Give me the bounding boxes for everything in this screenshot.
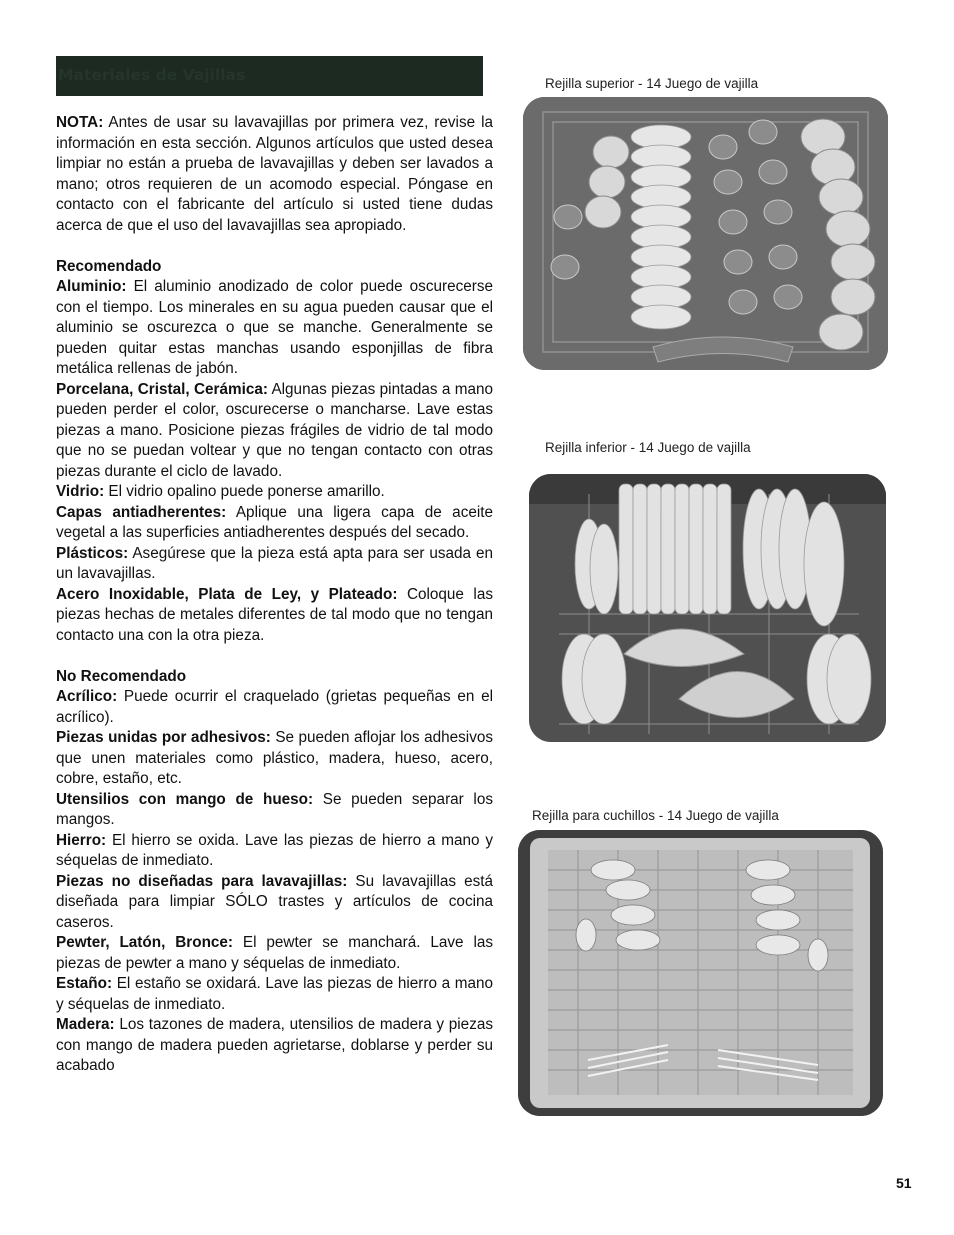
upper-rack-caption: Rejilla superior - 14 Juego de vajilla <box>545 76 759 91</box>
material-text: Se pueden aflojar los adhesivos que unen materiales como plástico, madera, hueso, acero, cobre, estaño, etc. <box>56 729 493 787</box>
lower-rack-caption: Rejilla inferior - 14 Juego de vajilla <box>545 440 751 455</box>
material-text: El estaño se oxidará. Lave las piezas de hierro a mano y séquelas de inmediato. <box>56 975 493 1013</box>
lower-rack-photo <box>529 474 886 742</box>
material-item <box>56 585 493 647</box>
material-item <box>56 790 493 831</box>
material-label: Piezas unidas por adhesivos: <box>56 729 271 746</box>
material-text: El vidrio opalino puede ponerse amarillo. <box>104 483 385 500</box>
text-column <box>56 113 493 1077</box>
page-number: 51 <box>896 1175 912 1191</box>
material-text: Aplique una ligera capa de aceite vegetal a las superficies antiadherentes después del secado. <box>56 503 494 541</box>
material-item <box>56 277 493 380</box>
material-label: Madera: <box>56 1016 115 1033</box>
material-item <box>56 831 493 872</box>
material-text: Asegúrese que la pieza está apta para ser usada en un lavavajillas. <box>56 544 493 582</box>
material-item <box>56 503 493 544</box>
material-text: Los tazones de madera, utensilios de madera y piezas con mango de madera pueden agrietarse, doblarse y perder su acabado <box>56 1016 493 1074</box>
knife-rack-photo <box>518 830 883 1116</box>
material-item <box>56 380 493 483</box>
material-text: El aluminio anodizado de color puede oscurecerse con el tiempo. Los minerales en su agua pueden causar que el aluminio se oscurezca o que se manche. Generalmente se pueden quitar estas manchas usando esponjillas de fibra metálica rellenas de jabón. <box>56 278 493 377</box>
material-text: Coloque las piezas hechas de metales diferentes de tal modo que no tengan contacto una con la otra pieza. <box>56 585 493 644</box>
material-label: Estaño: <box>56 975 113 992</box>
material-label: Capas antiadherentes: <box>56 503 227 521</box>
material-label: Acrílico: <box>56 688 118 705</box>
material-label: Aluminio: <box>56 278 127 295</box>
material-label: Piezas no diseñadas para lavavajillas: <box>56 872 348 890</box>
material-text: Algunas piezas pintadas a mano pueden perder el color, oscurecerse o mancharse. Lave estas piezas a mano. Posicione piezas frágiles de vidrio de tal modo que no se puedan voltear y que no tengan contacto con otras piezas durante el ciclo de lavado. <box>56 380 493 480</box>
knife-rack-caption: Rejilla para cuchillos - 14 Juego de vajilla <box>532 808 779 823</box>
material-item <box>56 728 493 790</box>
material-label: Acero Inoxidable, Plata de Ley, y Plateado: <box>56 585 398 603</box>
material-text: Puede ocurrir el craquelado (grietas pequeñas en el acrílico). <box>56 688 493 726</box>
material-item <box>56 933 493 974</box>
material-text: El hierro se oxida. Lave las piezas de hierro a mano y séquelas de inmediato. <box>56 831 493 869</box>
material-label: Plásticos: <box>56 544 129 562</box>
material-label: Vidrio: <box>56 483 105 500</box>
material-item <box>56 872 493 934</box>
not-recommended-heading: No Recomendado <box>56 667 187 685</box>
material-item <box>56 687 493 728</box>
recommended-heading: Recomendado <box>56 257 162 275</box>
material-item <box>56 544 493 585</box>
material-text: El pewter se manchará. Lave las piezas de pewter a mano y séquelas de inmediato. <box>56 934 494 972</box>
intro-paragraph <box>56 113 493 236</box>
material-item <box>56 482 493 503</box>
material-label: Hierro: <box>56 831 107 849</box>
note-text: Antes de usar su lavavajillas por primera vez, revise la información en esta sección. Algunos artículos que usted desea limpiar no están a prueba de lavavajillas y deben ser lavados a mano; otros requieren de un acomodo especial. Póngase en contacto con el fabricante del artículo si usted tiene dudas acerca de que el uso del lavavajillas sea apropiado. <box>56 114 493 234</box>
note-label: NOTA: <box>56 114 104 131</box>
section-title: Materiales de Vajillas <box>58 66 246 84</box>
material-text: Su lavavajillas está diseñada para limpiar SÓLO trastes y artículos de cocina caseros. <box>56 872 493 931</box>
section-title-bar <box>56 56 483 96</box>
upper-rack-photo <box>523 97 888 370</box>
material-label: Utensilios con mango de hueso: <box>56 790 314 808</box>
material-label: Porcelana, Cristal, Cerámica: <box>56 380 268 398</box>
material-text: Se pueden separar los mangos. <box>56 790 493 828</box>
material-label: Pewter, Latón, Bronce: <box>56 934 234 951</box>
material-item <box>56 974 493 1015</box>
material-item <box>56 1015 493 1077</box>
